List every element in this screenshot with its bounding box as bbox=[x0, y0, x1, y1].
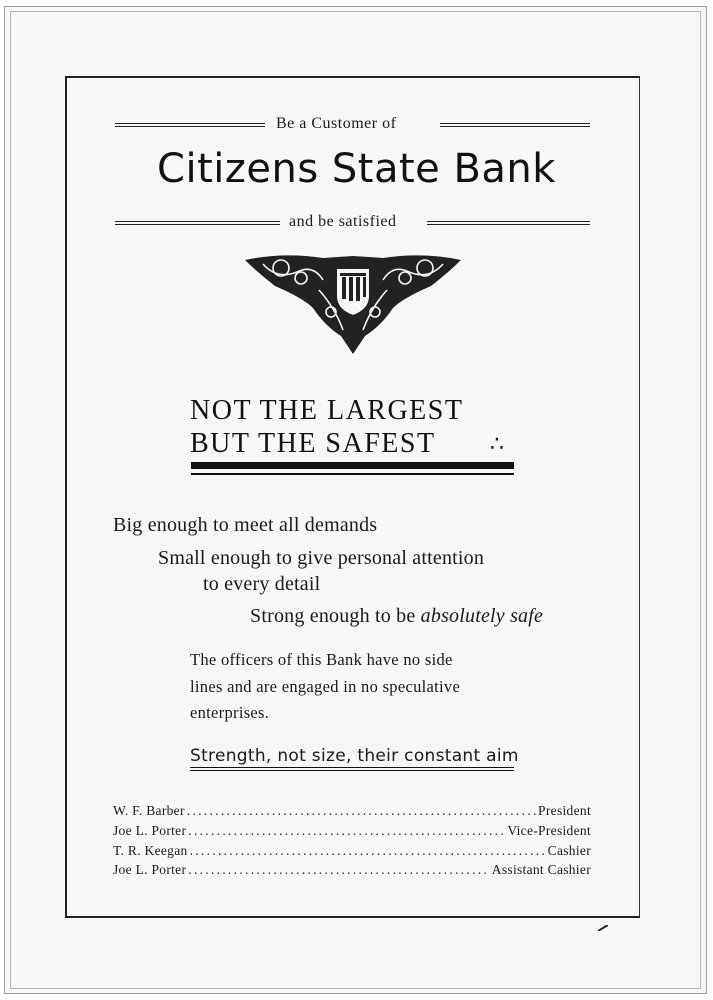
aim-statement: Strength, not size, their constant aim bbox=[190, 746, 519, 766]
officer-name: T. R. Keegan bbox=[113, 843, 188, 858]
claim-strong-emphasis: absolutely safe bbox=[420, 605, 544, 627]
top-left-rule bbox=[115, 123, 265, 127]
officer-title: Vice-President bbox=[507, 823, 591, 838]
leader-dots bbox=[187, 803, 536, 819]
headline-line-1: NOT THE LARGEST bbox=[190, 395, 464, 426]
headline-underline-thin bbox=[191, 473, 514, 475]
leader-dots bbox=[190, 843, 546, 859]
claim-big: Big enough to meet all demands bbox=[113, 514, 378, 536]
officer-name: Joe L. Porter bbox=[113, 862, 187, 877]
officer-title: Cashier bbox=[547, 843, 591, 858]
headline-line-2: BUT THE SAFEST bbox=[190, 428, 436, 459]
officer-row bbox=[113, 843, 591, 861]
claim-strong-text: Strong enough to be bbox=[250, 605, 416, 627]
policy-line-3: enterprises. bbox=[190, 703, 270, 722]
headline-underline-thick bbox=[191, 462, 514, 469]
officer-row bbox=[113, 803, 591, 821]
officer-title: Assistant Cashier bbox=[491, 862, 591, 877]
officer-row bbox=[113, 862, 591, 880]
top-line-text: Be a Customer of bbox=[276, 115, 397, 132]
leader-dots bbox=[188, 823, 505, 839]
ink-mark bbox=[598, 925, 608, 931]
top-right-rule bbox=[440, 123, 590, 127]
bank-name: Citizens State Bank bbox=[157, 146, 556, 192]
aim-underline-2 bbox=[190, 770, 514, 771]
policy-line-2: lines and are engaged in no speculative bbox=[190, 677, 461, 696]
therefore-icon: ∴ bbox=[490, 432, 504, 457]
officer-row bbox=[113, 823, 591, 841]
sub-left-rule bbox=[115, 221, 280, 225]
policy-line-1: The officers of this Bank have no side bbox=[190, 650, 453, 669]
sub-line-text: and be satisfied bbox=[289, 213, 397, 230]
claim-strong bbox=[250, 605, 543, 628]
officer-name: Joe L. Porter bbox=[113, 823, 187, 838]
claim-small-line-2: to every detail bbox=[203, 573, 321, 595]
advertisement-frame bbox=[65, 76, 640, 918]
claim-small-line-1: Small enough to give personal attention bbox=[158, 547, 485, 569]
sub-right-rule bbox=[427, 221, 590, 225]
aim-underline-1 bbox=[190, 767, 514, 768]
officer-name: W. F. Barber bbox=[113, 803, 185, 818]
ornament-shield-icon bbox=[243, 250, 463, 358]
leader-dots bbox=[188, 862, 490, 878]
officer-title: President bbox=[538, 803, 591, 818]
